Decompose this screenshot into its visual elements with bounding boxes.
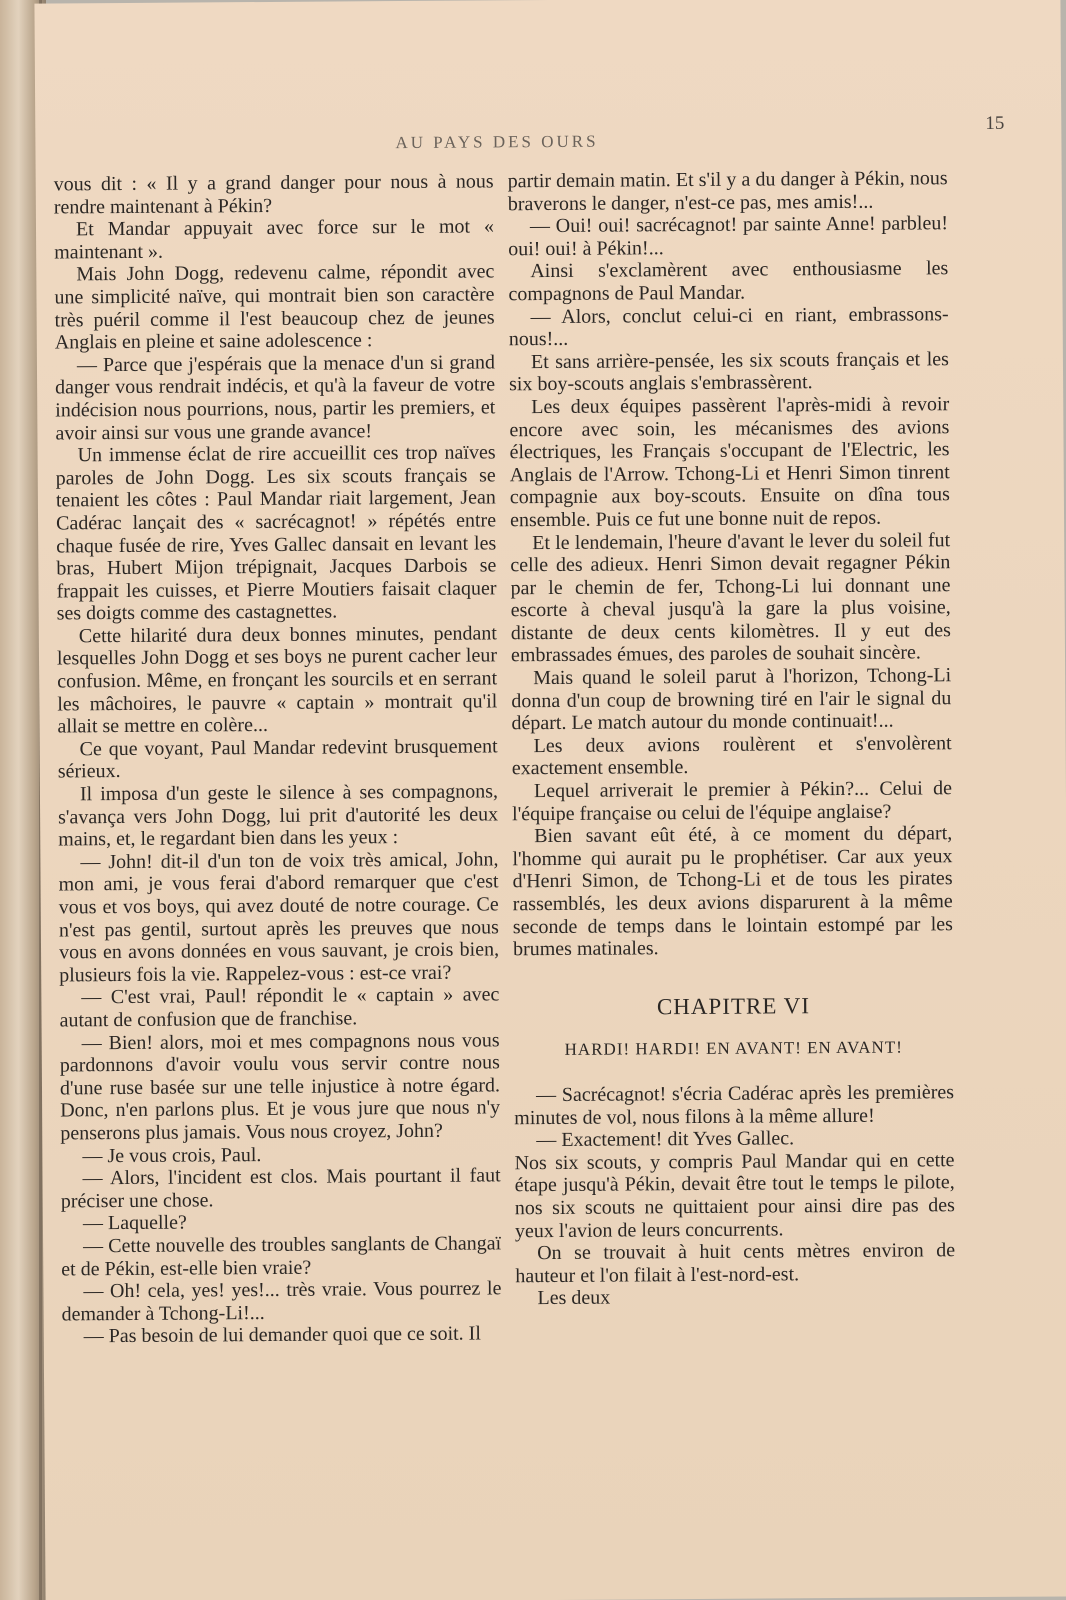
paragraph: Et sans arrière-pensée, les six scouts français et les six boy-scouts anglais s'embrassèrent. [509, 347, 950, 396]
book-page [34, 0, 1066, 1600]
paragraph: Lequel arriverait le premier à Pékin?... Celui de l'équipe française ou celui de l'équipe anglaise? [512, 777, 953, 825]
left-text-column [54, 170, 502, 1348]
paragraph: — Oui! oui! sacrécagnot! par sainte Anne! parbleu! oui! oui! à Pékin!... [508, 212, 949, 261]
paragraph: Ce que voyant, Paul Mandar redevint brusquement sérieux. [57, 735, 498, 783]
paragraph: vous dit : « Il y a grand danger pour nous à nous rendre maintenant à Pékin? [53, 170, 494, 219]
paragraph: Les deux avions roulèrent et s'envolèrent exactement ensemble. [511, 732, 952, 780]
paragraph: — Je vous crois, Paul. [82, 1143, 262, 1167]
paragraph: Et Mandar appuyait avec force sur le mot « maintenant ». [54, 215, 495, 264]
paragraph: — Parce que j'espérais que la menace d'un si grand danger vous rendrait indécis, et qu'à la faveur de votre indécision nous pourrions, nous, partir les premiers, et avoir ainsi sur vous une grande avance! [55, 351, 496, 444]
right-column-bottom-text [514, 1081, 956, 1310]
right-text-column [508, 167, 956, 1310]
paragraph: — Exactement! dit Yves Gallec. [536, 1127, 795, 1152]
page-number: 15 [985, 112, 1005, 134]
right-column-top-text [508, 167, 954, 961]
paragraph: Nos six scouts, y compris Paul Mandar qui en cette étape jusqu'à Pékin, devait être tout le temps le pilote, nos six scouts ne quittaient pour ainsi dire pas des yeux l'avion de leurs concurrents. [514, 1148, 955, 1242]
paragraph: Et le lendemain, l'heure d'avant le lever du soleil fut celle des adieux. Henri Simon devait regagner Pékin par le chemin de fer, Tchong-Li lui donnant une escorte à cheval jusqu'à la gare la plus voisine, distante de deux cents kilomètres. Il y eut des embrassades émues, des paroles de souhait sincère. [510, 528, 951, 667]
paragraph: — Alors, conclut celui-ci en riant, embrassons-nous!... [508, 302, 949, 351]
chapter-subtitle: HARDI! HARDI! EN AVANT! EN AVANT! [564, 1037, 903, 1060]
paragraph: — Alors, l'incident est clos. Mais pourtant il faut préciser une chose. [60, 1164, 501, 1213]
paragraph: Mais John Dogg, redevenu calme, répondit avec une simplicité naïve, qui montrait bien son caractère très puéril comme il l'est beaucoup chez de jeunes Anglais en pleine et saine adolescence : [54, 260, 495, 354]
paragraph: Ainsi s'exclamèrent avec enthousiasme les compagnons de Paul Mandar. [508, 257, 949, 306]
paragraph: — Laquelle? [82, 1211, 187, 1235]
paragraph: — Cette nouvelle des troubles sanglants de Changaï et de Pékin, est-elle bien vraie? [61, 1232, 502, 1280]
paragraph: — C'est vrai, Paul! répondit le « captain » avec autant de confusion que de franchise. [59, 983, 500, 1032]
paragraph: — John! dit-il d'un ton de voix très amical, John, mon ami, je vous ferai d'abord remarquer que c'est vous et vos boys, qui avez douté de notre courage. Ce n'est pas gentil, surtout après les preuves que nous vous en avons données en vous sauvant, je crois bien, plusieurs fois la vie. Rappelez-vous : est-ce vrai? [58, 848, 500, 987]
paragraph: Un immense éclat de rire accueillit ces trop naïves paroles de John Dogg. Les six scouts français se tenaient les côtes : Paul Mandar riait largement, Jean Cadérac lançait des « sacrécagnot! » répétés entre chaque fusée de rire, Yves Gallec dansait en levant les bras, Hubert Mijon trépignait, Jacques Darbois se frappait les cuisses, et Pierre Moutiers faisait claquer ses doigts comme des castagnettes. [55, 441, 497, 625]
paragraph: Les deux [537, 1286, 611, 1310]
paragraph: — Pas besoin de lui demander quoi que ce soit. Il [83, 1322, 481, 1348]
paragraph: On se trouvait à huit cents mètres environ de hauteur et l'on filait à l'est-nord-est. [515, 1239, 956, 1287]
paragraph: Cette hilarité dura deux bonnes minutes, pendant lesquelles John Dogg et ses boys ne purent cacher leur confusion. Même, en fronçant les sourcils et en serrant les mâchoires, le pauvre « captain » montrait qu'il allait se mettre en colère... [56, 622, 498, 738]
paragraph: Mais quand le soleil parut à l'horizon, Tchong-Li donna d'un coup de browning tiré en l'air le signal du départ. Le match autour du monde continuait!... [511, 664, 952, 735]
chapter-title: CHAPITRE VI [656, 992, 811, 1020]
paragraph: Il imposa d'un geste le silence à ses compagnons, s'avança vers John Dogg, lui prit d'autorité les deux mains, et, le regardant bien dans les yeux : [58, 780, 499, 851]
paragraph: Bien savant eût été, à ce moment du départ, l'homme qui aurait pu le prophétiser. Car aux yeux d'Henri Simon, de Tchong-Li et de tous les pirates rassemblés, les deux avions disparurent à la même seconde de temps dans le lointain estompé par les brumes matinales. [512, 822, 953, 961]
paragraph: — Sacrécagnot! s'écria Cadérac après les premières minutes de vol, nous filons à la même allure! [514, 1081, 955, 1129]
paragraph: Les deux équipes passèrent l'après-midi à revoir encore avec soin, les mécanismes des avions électriques, les Français s'occupant de l'Electric, les Anglais de l'Arrow. Tchong-Li et Henri Simon tinrent compagnie aux boy-scouts. Ensuite on dîna tous ensemble. Puis ce fut une bonne nuit de repos. [509, 393, 950, 532]
paragraph: — Bien! alors, moi et mes compagnons nous vous pardonnons d'avoir voulu vous servir contre nous d'une ruse basée sur une telle injustice à notre égard. Donc, n'en parlons plus. Et je vous jure que nous n'y penserons plus jamais. Vous nous croyez, John? [59, 1028, 501, 1145]
paragraph: — Oh! cela, yes! yes!... très vraie. Vous pourrez le demander à Tchong-Li!... [61, 1277, 502, 1326]
paragraph: partir demain matin. Et s'il y a du danger à Pékin, nous braverons le danger, n'est-ce pas, mes amis!... [507, 167, 948, 215]
running-head: AU PAYS DES OURS [395, 131, 599, 153]
